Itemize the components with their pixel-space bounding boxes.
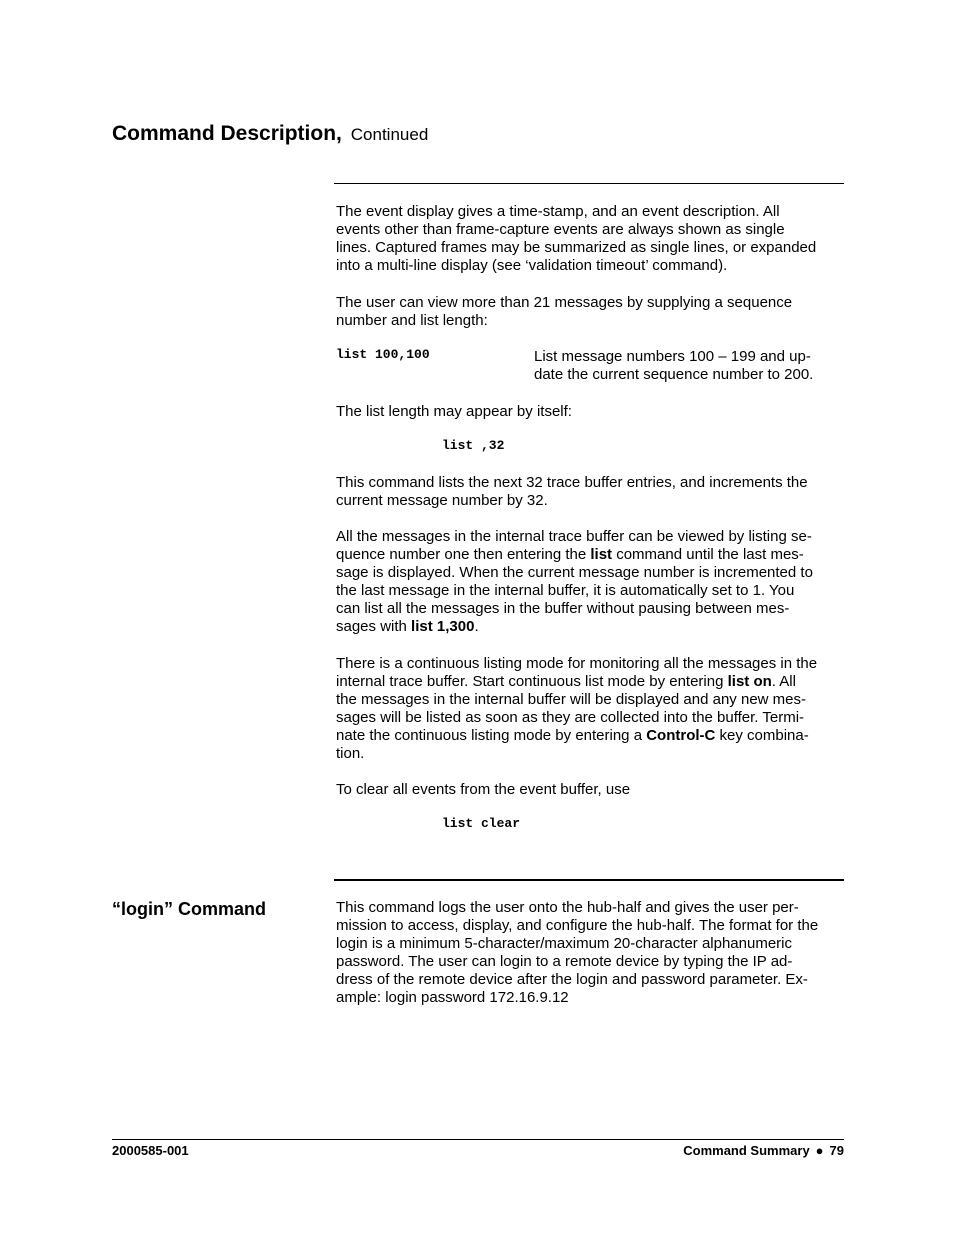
text-line: . [474, 618, 479, 635]
code-example-list-100: list 100,100 [336, 347, 430, 362]
text-line: All the messages in the internal trace buffer can be viewed by listing se- [336, 528, 812, 545]
paragraph-clear-events: To clear all events from the event buffer, use [336, 781, 631, 798]
text-line: nate the continuous listing mode by entering a [336, 727, 647, 744]
text-line: sages will be listed as soon as they are collected into the buffer. Termi- [336, 709, 805, 726]
paragraph-login-description [336, 899, 844, 1007]
text-line: tion. [336, 745, 365, 762]
text-line: login is a minimum 5-character/maximum 20-character alphanumeric [336, 935, 792, 952]
page-title-main: Command Description, [112, 122, 342, 145]
section-divider-top [334, 183, 844, 184]
text-line: There is a continuous listing mode for monitoring all the messages in the [336, 655, 818, 672]
text-line: key combina- [715, 727, 809, 744]
inline-command: list on [727, 673, 772, 690]
text-line: dress of the remote device after the login and password parameter. Ex- [336, 971, 808, 988]
paragraph-all-messages [336, 528, 844, 636]
footer-section-name: Command Summary [683, 1143, 810, 1158]
example-description [534, 348, 844, 384]
code-example-list-clear: list clear [442, 816, 521, 831]
text-line: quence number one then entering the [336, 546, 591, 563]
text-line: The user can view more than 21 messages by supplying a sequence [336, 294, 793, 311]
text-line: ample: login password 172.16.9.12 [336, 989, 569, 1006]
text-line: into a multi-line display (see ‘validation timeout’ command). [336, 257, 728, 274]
footer-divider [112, 1139, 844, 1140]
text-line: lines. Captured frames may be summarized as single lines, or expanded [336, 239, 817, 256]
login-command-heading: “login” Command [112, 899, 266, 919]
footer-page-info [683, 1143, 844, 1158]
inline-command: list 1,300 [411, 618, 475, 635]
text-line: number and list length: [336, 312, 488, 329]
paragraph-list-length: The list length may appear by itself: [336, 403, 572, 420]
code-example-list-32: list ,32 [442, 438, 505, 453]
text-line: date the current sequence number to 200. [534, 366, 814, 383]
text-line: can list all the messages in the buffer without pausing between mes- [336, 600, 790, 617]
text-line: the last message in the internal buffer, it is automatically set to 1. You [336, 582, 795, 599]
text-line: current message number by 32. [336, 492, 548, 509]
text-line: mission to access, display, and configure the hub-half. The format for the [336, 917, 819, 934]
text-line: sages with [336, 618, 412, 635]
inline-command: Control-C [646, 727, 716, 744]
text-line: This command logs the user onto the hub-half and gives the user per- [336, 899, 799, 916]
page-title [112, 111, 428, 148]
text-line: password. The user can login to a remote device by typing the IP ad- [336, 953, 793, 970]
text-line: This command lists the next 32 trace buffer entries, and increments the [336, 474, 808, 491]
text-line: events other than frame-capture events are always shown as single [336, 221, 785, 238]
footer-doc-number: 2000585-001 [112, 1143, 189, 1158]
text-line: . All [771, 673, 796, 690]
paragraph-event-display [336, 203, 844, 275]
text-line: internal trace buffer. Start continuous list mode by entering [336, 673, 728, 690]
paragraph-sequence-number [336, 294, 844, 330]
text-line: the messages in the internal buffer will be displayed and any new mes- [336, 691, 806, 708]
inline-command: list [590, 546, 613, 563]
text-line: List message numbers 100 – 199 and up- [534, 348, 811, 365]
text-line: command until the last mes- [612, 546, 804, 563]
paragraph-continuous-mode [336, 655, 844, 763]
footer-page-number: 79 [829, 1143, 844, 1158]
bullet-icon: ● [815, 1143, 824, 1158]
page-title-continued: Continued [350, 125, 429, 144]
text-line: sage is displayed. When the current message number is incremented to [336, 564, 813, 581]
paragraph-next-32 [336, 474, 844, 510]
text-line: The event display gives a time-stamp, and an event description. All [336, 203, 780, 220]
section-divider-login [334, 879, 844, 881]
